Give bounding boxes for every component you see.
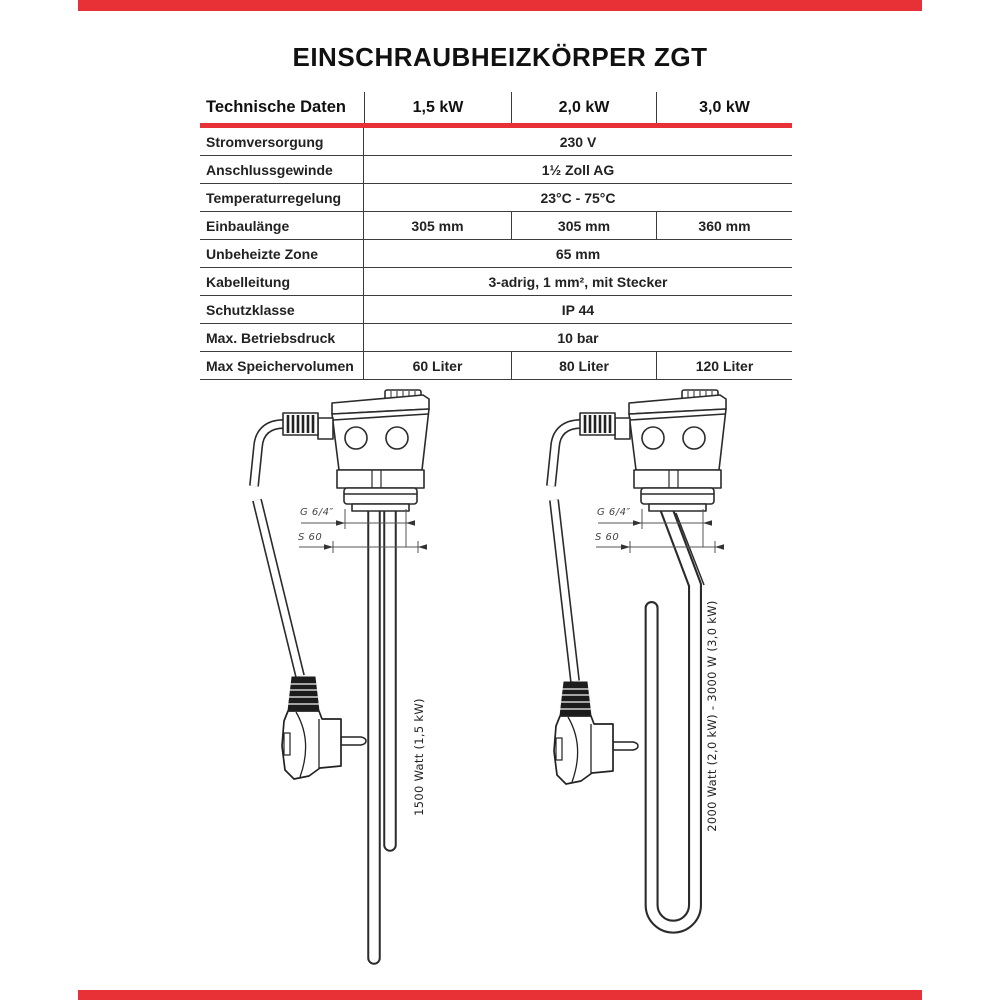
table-row xyxy=(200,352,792,380)
power-cable-drawing xyxy=(254,424,300,676)
thread-dimension-label-right: G 6/4″ xyxy=(597,507,631,518)
table-header-col-2: 2,0 kW xyxy=(511,92,656,123)
cap-screw-hole-left xyxy=(642,427,664,449)
table-row xyxy=(200,324,792,352)
row-value: IP 44 xyxy=(561,301,595,318)
schuko-plug-drawing xyxy=(282,677,366,779)
row-value: 305 mm xyxy=(411,217,464,234)
row-value: 120 Liter xyxy=(656,352,792,379)
power-rating-label-left: 1500 Watt (1,5 kW) xyxy=(412,698,426,816)
power-rating-label-right: 2000 Watt (2,0 kW) - 3000 W (3,0 kW) xyxy=(705,600,719,832)
row-value: 1½ Zoll AG xyxy=(541,161,615,178)
table-row xyxy=(200,268,792,296)
row-label: Schutzklasse xyxy=(200,296,364,323)
thread-dimension-label-left: G 6/4″ xyxy=(300,507,334,518)
technical-data-table xyxy=(200,92,792,380)
table-header-col-3: 3,0 kW xyxy=(656,92,792,123)
row-value: 60 Liter xyxy=(412,357,463,374)
table-row xyxy=(200,184,792,212)
plug-pin-drawing xyxy=(341,737,366,745)
power-cable-drawing xyxy=(551,424,581,681)
page-title: EINSCHRAUBHEIZKÖRPER ZGT xyxy=(292,42,708,72)
row-label: Max Speichervolumen xyxy=(200,352,364,379)
heating-loop-drawing xyxy=(652,508,704,927)
thread-boss-drawing xyxy=(641,488,714,504)
cap-screw-hole-left xyxy=(345,427,367,449)
table-header-row xyxy=(200,92,792,123)
row-value: 23°C - 75°C xyxy=(540,189,616,206)
table-row xyxy=(200,240,792,268)
plug-pin-drawing xyxy=(613,742,638,750)
table-header-label: Technische Daten xyxy=(206,98,346,116)
thermostat-head-drawing xyxy=(283,390,429,511)
wrench-dimension-label-right: S 60 xyxy=(595,532,620,543)
cap-screw-hole-right xyxy=(683,427,705,449)
schuko-plug-drawing xyxy=(554,682,638,784)
heating-element-drawing-right xyxy=(520,385,860,985)
table-row xyxy=(200,296,792,324)
table-header-col-1: 1,5 kW xyxy=(364,92,511,123)
row-label: Kabelleitung xyxy=(200,268,364,295)
row-value: 230 V xyxy=(559,133,597,150)
table-row xyxy=(200,156,792,184)
cap-screw-hole-right xyxy=(386,427,408,449)
row-label: Max. Betriebsdruck xyxy=(200,324,364,351)
row-value: 360 mm xyxy=(656,212,792,239)
heating-rod-drawing xyxy=(374,505,390,958)
table-row xyxy=(200,212,792,240)
row-value: 10 bar xyxy=(557,329,599,346)
row-value: 3-adrig, 1 mm², mit Stecker xyxy=(488,273,668,290)
table-row xyxy=(200,128,792,156)
top-red-bar xyxy=(78,0,922,11)
row-label: Stromversorgung xyxy=(200,128,364,155)
wrench-dimension-label-left: S 60 xyxy=(298,532,323,543)
row-value: 305 mm xyxy=(511,212,656,239)
thread-boss-drawing xyxy=(344,488,417,504)
bottom-red-bar xyxy=(78,990,922,1000)
row-value: 80 Liter xyxy=(511,352,656,379)
table-rows xyxy=(200,128,792,380)
cable-entry-drawing xyxy=(318,418,333,439)
thermostat-head-drawing xyxy=(580,390,726,511)
row-label: Unbeheizte Zone xyxy=(200,240,364,267)
row-label: Einbaulänge xyxy=(200,212,364,239)
cable-entry-drawing xyxy=(615,418,630,439)
row-value: 65 mm xyxy=(555,245,601,262)
row-label: Anschlussgewinde xyxy=(200,156,364,183)
row-label: Temperaturregelung xyxy=(200,184,364,211)
